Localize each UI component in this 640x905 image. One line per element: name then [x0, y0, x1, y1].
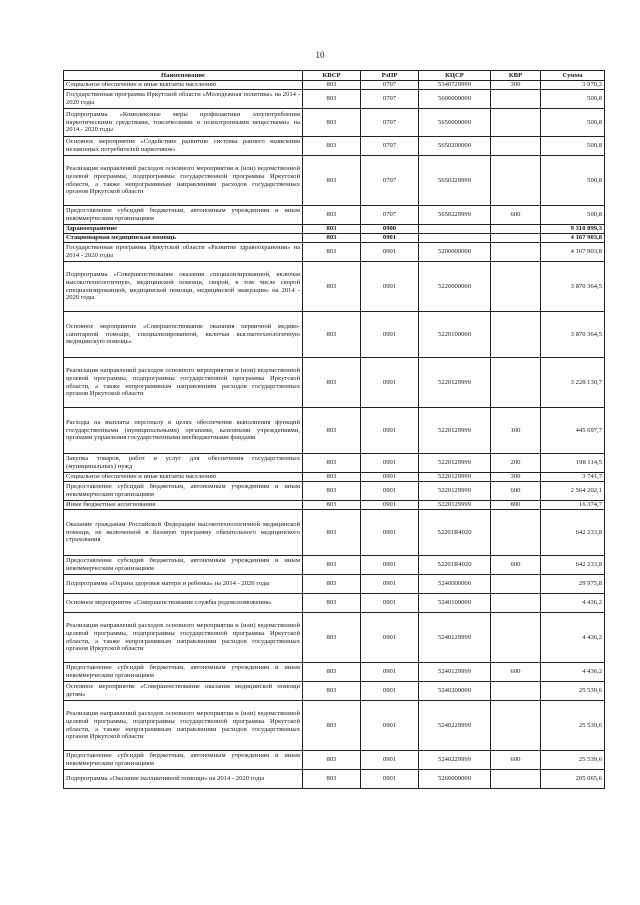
cell-rzpr: 0901 [361, 262, 419, 312]
cell-kcsr: 5240129999 [419, 613, 491, 663]
table-row [64, 482, 605, 501]
table-row [64, 225, 605, 234]
cell-name: Предоставление субсидий бюджетным, автономным учреждениям и иным некоммерческим организациям [64, 663, 303, 682]
cell-name: Предоставление субсидий бюджетным, автономным учреждениям и иным некоммерческим организациям [64, 206, 303, 225]
cell-name: Реализация направлений расходов основного мероприятия и (или) ведомственной целевой программы, подпрограммы государственной программы Иркутской области, а также непрограммным направлениям расходов государственных органов Иркутской области [64, 156, 303, 206]
cell-rzpr: 0901 [361, 751, 419, 770]
cell-kcsr: 52201R4020 [419, 556, 491, 575]
table-row [64, 682, 605, 701]
cell-rzpr: 0707 [361, 137, 419, 156]
cell-kvr: 100 [491, 408, 541, 454]
table-row [64, 156, 605, 206]
table-row [64, 770, 605, 789]
cell-kcsr: 5220129999 [419, 501, 491, 510]
cell-kvr: 300 [491, 473, 541, 482]
cell-name: Расходы на выплаты персоналу в целях обеспечения выполнения функций государственными (муниципальными) органами, казенными учреждениями, органами управления государственными внебюджетными фондами [64, 408, 303, 454]
cell-kvsr: 803 [303, 225, 361, 234]
cell-kvr [491, 225, 541, 234]
cell-kvsr: 803 [303, 501, 361, 510]
cell-name: Основное мероприятие «Совершенствование оказания медицинской помощи детям» [64, 682, 303, 701]
cell-kvr [491, 312, 541, 358]
cell-rzpr: 0707 [361, 206, 419, 225]
cell-sum: 4 436,2 [541, 613, 605, 663]
cell-kcsr: 5340729999 [419, 81, 491, 90]
cell-kcsr: 5240100000 [419, 594, 491, 613]
cell-name: Иные бюджетные ассигнования [64, 501, 303, 510]
cell-name: Основное мероприятие «Содействие развитию системы раннего выявления незаконных потребителей наркотиков» [64, 137, 303, 156]
cell-kcsr: 5260000000 [419, 770, 491, 789]
cell-rzpr: 0901 [361, 501, 419, 510]
cell-kvr [491, 594, 541, 613]
table-row [64, 575, 605, 594]
cell-rzpr: 0901 [361, 575, 419, 594]
cell-kvr: 600 [491, 482, 541, 501]
table-row [64, 556, 605, 575]
cell-kcsr: 5220129999 [419, 408, 491, 454]
header-kcsr: КЦСР [419, 71, 491, 81]
table-row [64, 408, 605, 454]
cell-kcsr: 5650229999 [419, 156, 491, 206]
cell-kvr [491, 109, 541, 137]
cell-sum: 500,8 [541, 156, 605, 206]
cell-rzpr: 0901 [361, 312, 419, 358]
table-row [64, 701, 605, 751]
cell-name: Подпрограмма «Совершенствование оказания специализированной, включая высокотехнологичную, медицинской помощи, скорой, в том числе скорой специализированной, медицинской помощи, медицинской эвакуации» на 2014 - 2020 годы [64, 262, 303, 312]
cell-rzpr: 0901 [361, 234, 419, 243]
cell-kvsr: 803 [303, 556, 361, 575]
table-row [64, 262, 605, 312]
cell-kcsr: 5240129999 [419, 663, 491, 682]
table-row [64, 501, 605, 510]
table-row [64, 234, 605, 243]
cell-name: Социальное обеспечение и иные выплаты населению [64, 81, 303, 90]
cell-kvsr: 803 [303, 81, 361, 90]
cell-kvr [491, 575, 541, 594]
cell-rzpr: 0707 [361, 81, 419, 90]
cell-kvsr: 803 [303, 156, 361, 206]
cell-kvsr: 803 [303, 408, 361, 454]
cell-sum: 3 970,2 [541, 81, 605, 90]
cell-name: Оказание гражданам Российской Федерации высокотехнологичной медицинской помощи, не включенной в базовую программу обязательного медицинского страхования [64, 510, 303, 556]
cell-name: Реализация направлений расходов основного мероприятия и (или) ведомственной целевой программы, подпрограммы государственной программы Иркутской области, а также непрограммным направлениям расходов государственных органов Иркутской области [64, 701, 303, 751]
table-row [64, 473, 605, 482]
table-row [64, 594, 605, 613]
cell-rzpr: 0901 [361, 556, 419, 575]
table-row [64, 751, 605, 770]
cell-rzpr: 0707 [361, 90, 419, 109]
cell-name: Стационарная медицинская помощь [64, 234, 303, 243]
cell-kvsr: 803 [303, 482, 361, 501]
cell-name: Подпрограмма «Оказание паллиативной помощи» на 2014 - 2020 годы [64, 770, 303, 789]
cell-name: Подпрограмма «Комплексные меры профилактики злоупотребления наркотическими средствами, токсическими и психотропными веществами» на 2014 - 2020 годы [64, 109, 303, 137]
cell-rzpr: 0901 [361, 510, 419, 556]
cell-kvsr: 803 [303, 473, 361, 482]
cell-sum: 4 167 903,8 [541, 243, 605, 262]
cell-kvsr: 803 [303, 663, 361, 682]
cell-sum: 642 233,8 [541, 510, 605, 556]
header-sum: Сумма [541, 71, 605, 81]
cell-kvsr: 803 [303, 90, 361, 109]
table-row [64, 312, 605, 358]
cell-sum: 3 870 364,5 [541, 262, 605, 312]
cell-sum: 642 233,8 [541, 556, 605, 575]
cell-kvsr: 803 [303, 454, 361, 473]
cell-sum: 4 436,2 [541, 594, 605, 613]
cell-kvsr: 803 [303, 137, 361, 156]
cell-rzpr: 0901 [361, 408, 419, 454]
cell-kvr: 600 [491, 663, 541, 682]
budget-table [63, 70, 605, 789]
cell-kvr [491, 358, 541, 408]
table-row [64, 81, 605, 90]
cell-kcsr: 5220129999 [419, 358, 491, 408]
cell-rzpr: 0901 [361, 701, 419, 751]
cell-kvsr: 803 [303, 594, 361, 613]
cell-sum: 198 114,5 [541, 454, 605, 473]
cell-kcsr [419, 225, 491, 234]
table-header-row [64, 71, 605, 81]
cell-kcsr: 5240229999 [419, 701, 491, 751]
cell-kvr: 600 [491, 206, 541, 225]
cell-sum: 9 310 899,3 [541, 225, 605, 234]
cell-kvsr: 803 [303, 234, 361, 243]
cell-sum: 3 870 364,5 [541, 312, 605, 358]
cell-kcsr: 5650200000 [419, 137, 491, 156]
table-row [64, 206, 605, 225]
cell-kvsr: 803 [303, 510, 361, 556]
cell-kcsr: 5220100000 [419, 312, 491, 358]
header-kvr: КВР [491, 71, 541, 81]
cell-sum: 25 539,6 [541, 701, 605, 751]
cell-name: Государственная программа Иркутской области «Развитие здравоохранения» на 2014 - 2020 годы [64, 243, 303, 262]
cell-kvr [491, 234, 541, 243]
header-rzpr: РзПР [361, 71, 419, 81]
cell-rzpr: 0901 [361, 454, 419, 473]
cell-name: Государственная программа Иркутской области «Молодежная политика» на 2014 - 2020 годы [64, 90, 303, 109]
cell-kvsr: 803 [303, 701, 361, 751]
cell-rzpr: 0901 [361, 243, 419, 262]
table-row [64, 358, 605, 408]
cell-rzpr: 0901 [361, 770, 419, 789]
cell-sum: 29 975,8 [541, 575, 605, 594]
cell-rzpr: 0901 [361, 358, 419, 408]
cell-rzpr: 0901 [361, 682, 419, 701]
cell-kvsr: 803 [303, 262, 361, 312]
cell-name: Социальное обеспечение и иные выплаты населению [64, 473, 303, 482]
table-row [64, 109, 605, 137]
cell-rzpr: 0707 [361, 109, 419, 137]
cell-sum: 445 697,7 [541, 408, 605, 454]
cell-kcsr: 5650000000 [419, 109, 491, 137]
cell-kvsr: 803 [303, 358, 361, 408]
cell-rzpr: 0901 [361, 473, 419, 482]
cell-kvsr: 803 [303, 206, 361, 225]
cell-name: Предоставление субсидий бюджетным, автономным учреждениям и иным некоммерческим организациям [64, 556, 303, 575]
cell-kvsr: 803 [303, 751, 361, 770]
cell-rzpr: 0901 [361, 613, 419, 663]
cell-kcsr: 5240200000 [419, 682, 491, 701]
cell-kvsr: 803 [303, 575, 361, 594]
cell-kvsr: 803 [303, 770, 361, 789]
cell-kcsr [419, 234, 491, 243]
cell-kvsr: 803 [303, 682, 361, 701]
cell-name: Закупка товаров, работ и услуг для обеспечения государственных (муниципальных) нужд [64, 454, 303, 473]
table-row [64, 454, 605, 473]
cell-sum: 4 436,2 [541, 663, 605, 682]
cell-sum: 2 564 202,1 [541, 482, 605, 501]
table-row [64, 613, 605, 663]
cell-kcsr: 5220129999 [419, 482, 491, 501]
cell-kcsr: 5200000000 [419, 243, 491, 262]
cell-rzpr: 0707 [361, 156, 419, 206]
cell-kvr [491, 770, 541, 789]
cell-name: Здравоохранение [64, 225, 303, 234]
cell-kvr: 800 [491, 501, 541, 510]
cell-rzpr: 0901 [361, 594, 419, 613]
cell-name: Подпрограмма «Охрана здоровья матери и ребенка» на 2014 - 2020 годы [64, 575, 303, 594]
header-name: Наименование [64, 71, 303, 81]
cell-kvr [491, 137, 541, 156]
cell-name: Реализация направлений расходов основного мероприятия и (или) ведомственной целевой программы, подпрограммы государственной программы Иркутской области, а также непрограммным направлениям расходов государственных органов Иркутской области [64, 358, 303, 408]
header-kvsr: КВСР [303, 71, 361, 81]
cell-kvr [491, 510, 541, 556]
cell-sum: 500,8 [541, 90, 605, 109]
cell-sum: 500,8 [541, 137, 605, 156]
cell-kvr [491, 262, 541, 312]
cell-rzpr: 0900 [361, 225, 419, 234]
cell-sum: 500,8 [541, 109, 605, 137]
cell-name: Предоставление субсидий бюджетным, автономным учреждениям и иным некоммерческим организациям [64, 482, 303, 501]
cell-kvr [491, 701, 541, 751]
table-row [64, 510, 605, 556]
cell-sum: 3 228 130,7 [541, 358, 605, 408]
cell-kvsr: 803 [303, 243, 361, 262]
cell-sum: 4 167 903,8 [541, 234, 605, 243]
cell-rzpr: 0901 [361, 663, 419, 682]
cell-name: Основное мероприятие «Совершенствование оказания первичной медико-санитарной помощи, специализированной, включая высокотехнологичную медицинскую помощь» [64, 312, 303, 358]
cell-kcsr: 5220129999 [419, 473, 491, 482]
cell-kcsr: 5220129999 [419, 454, 491, 473]
table-row [64, 663, 605, 682]
cell-kvr: 600 [491, 751, 541, 770]
cell-name: Реализация направлений расходов основного мероприятия и (или) ведомственной целевой программы, подпрограммы государственной программы Иркутской области, а также непрограммным направлениям расходов государственных органов Иркутской области [64, 613, 303, 663]
cell-kvsr: 803 [303, 109, 361, 137]
table-row [64, 243, 605, 262]
cell-kvr [491, 90, 541, 109]
cell-kvr: 300 [491, 81, 541, 90]
page-number: 10 [315, 50, 325, 60]
table-body [64, 81, 605, 789]
cell-kcsr: 5240000000 [419, 575, 491, 594]
cell-kcsr: 5240229999 [419, 751, 491, 770]
cell-kvsr: 803 [303, 312, 361, 358]
cell-rzpr: 0901 [361, 482, 419, 501]
cell-kcsr: 52201R4020 [419, 510, 491, 556]
cell-sum: 25 539,6 [541, 682, 605, 701]
cell-sum: 3 741,7 [541, 473, 605, 482]
cell-kvsr: 803 [303, 613, 361, 663]
cell-kvr: 600 [491, 556, 541, 575]
cell-kcsr: 5650229999 [419, 206, 491, 225]
cell-kvr: 200 [491, 454, 541, 473]
cell-sum: 500,8 [541, 206, 605, 225]
table-row [64, 90, 605, 109]
cell-sum: 25 539,6 [541, 751, 605, 770]
table-row [64, 137, 605, 156]
cell-kvr [491, 243, 541, 262]
cell-sum: 16 374,7 [541, 501, 605, 510]
cell-kvr [491, 613, 541, 663]
cell-kcsr: 5600000000 [419, 90, 491, 109]
cell-sum: 205 065,6 [541, 770, 605, 789]
cell-kvr [491, 156, 541, 206]
cell-kvr [491, 682, 541, 701]
cell-name: Предоставление субсидий бюджетным, автономным учреждениям и иным некоммерческим организациям [64, 751, 303, 770]
cell-name: Основное мероприятие «Совершенствование службы родовспоможения» [64, 594, 303, 613]
cell-kcsr: 5220000000 [419, 262, 491, 312]
